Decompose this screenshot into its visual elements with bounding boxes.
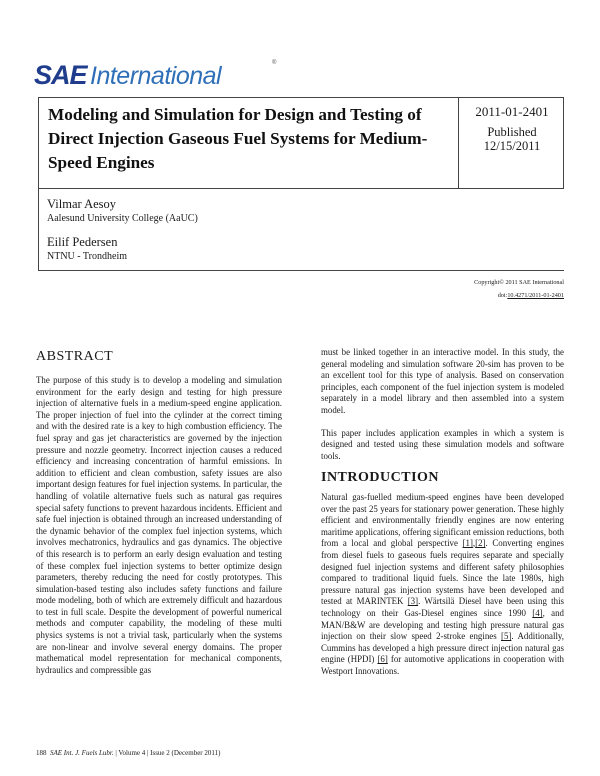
paper-title: Modeling and Simulation for Design and Testing of Direct Injection Gaseous Fuel Systems for Medium-Speed Engines bbox=[48, 105, 428, 172]
right-column-top bbox=[321, 347, 564, 462]
copyright-notice: Copyright© 2011 SAE International bbox=[474, 279, 564, 286]
intro-text: , and MAN/B&W are developing and testing high pressure natural gas injection on their slow speed 2-stroke engines bbox=[321, 607, 564, 642]
published-date: 12/15/2011 bbox=[483, 139, 541, 153]
citation-link[interactable]: [1] bbox=[462, 538, 473, 549]
intro-text: . Wärtsilä Diesel have been using this technology on their Gas-Diesel engines since 1990 bbox=[321, 596, 564, 618]
citation-link[interactable]: [2] bbox=[475, 538, 486, 549]
page-footer bbox=[36, 749, 220, 757]
intro-text: . Converting engines from diesel fuels to gaseous fuels requires separate and specially designed fuel injection systems and different safety philosophies compared to traditional liquid fuels. Since the late 1980s, high pressure natural gas injection systems have been developed and tested at MARINTEK bbox=[321, 538, 564, 607]
introduction-paragraph bbox=[321, 492, 564, 678]
doi-prefix: doi: bbox=[497, 292, 508, 299]
abstract-heading: ABSTRACT bbox=[36, 349, 114, 364]
logo-trademark: ® bbox=[272, 60, 277, 66]
doi-link[interactable]: 10.4271/2011-01-2401 bbox=[507, 292, 564, 299]
citation-link[interactable]: [5] bbox=[501, 631, 512, 642]
volume-issue: | Volume 4 | Issue 2 (December 2011) bbox=[115, 749, 221, 757]
author-affiliation: Aalesund University College (AaUC) bbox=[47, 213, 198, 224]
intro-text: . Additionally, Cummins has developed a high pressure direct injection natural gas engine (HPDI) bbox=[321, 631, 565, 665]
author-name: Eilif Pedersen bbox=[47, 235, 118, 249]
title-box-divider bbox=[458, 97, 459, 189]
doi-line bbox=[498, 292, 564, 299]
published-label: Published bbox=[487, 125, 537, 139]
citation-link[interactable]: [3] bbox=[407, 596, 419, 607]
intro-text: for automotive applications in cooperation with Westport Innovations. bbox=[321, 654, 564, 676]
introduction-heading: INTRODUCTION bbox=[321, 470, 440, 485]
introduction-body bbox=[321, 492, 564, 678]
abstract-text: The purpose of this study is to develop a modeling and simulation environment for the early design and testing for high pressure injection of alternative fuels in a medium-speed engine application. The proper injection of fuel into the cylinder at the correct timing and with the desired rate is a key to high combustion efficiency. The fuel spray and gas jet characteristics are governed by the injection pressure and nozzle geometry. Incorrect injection causes a reduced efficiency and increasing concentration of harmful emissions. In addition to efficient and clean combustion, safety issues are also important design features for fuel injection systems. In particular, the handling of volatile alternative fuels such as natural gas requires special safety functions to prevent hazardous incidents. Efficient and safe fuel injection is obtained through an increased understanding of the dynamic behavior of the complex fuel injection systems, which involves mechatronics, hydraulics and gas dynamics. The objective of this research is to perform an early design evaluation and testing of these complex fuel injection systems to better optimize design parameters, thereby reducing the need for costly prototypes. This simulation-based testing also includes safety functions and failure mode modeling, both of which are extremely difficult and hazardous to test in full scale. Despite the development of powerful numerical methods and computer capability, the modeling of these multi physics systems is not a trivial task, particularly when the systems are non-linear and involve several energy domains. The proper mathematical model representation for mechanical components, hydraulics and compressible gas bbox=[36, 375, 282, 675]
logo-sae: SAE bbox=[34, 60, 87, 90]
intro-text: , bbox=[472, 538, 476, 549]
journal-name: SAE Int. J. Fuels Lubr. bbox=[50, 749, 114, 757]
intro-text: Natural gas-fuelled medium-speed engines have been developed over the past 25 years for stationary power generation. These highly efficient and environmentally friendly engines are now entering maritime applications, offering significant emission reductions, both from a local and global perspective bbox=[321, 492, 564, 549]
page-number: 188 bbox=[36, 749, 47, 757]
body-paragraph: This paper includes application examples in which a system is designed and tested using these simulation models and software tools. bbox=[321, 427, 564, 461]
paper-number: 2011-01-2401 bbox=[475, 104, 549, 119]
logo-international: International bbox=[90, 62, 222, 90]
abstract-body bbox=[36, 375, 282, 676]
body-paragraph: must be linked together in an interactive model. In this study, the general modeling and simulation software 20-sim has proven to be an excellent tool for this type of analysis. Based on conservation principles, each component of the fuel injection system is modeled separately in a model library and then assembled into a system model. bbox=[321, 347, 564, 415]
citation-link[interactable]: [6] bbox=[377, 654, 388, 665]
citation-link[interactable]: [4] bbox=[532, 607, 543, 618]
sae-international-logo bbox=[34, 60, 277, 96]
author-affiliation: NTNU - Trondheim bbox=[47, 251, 128, 262]
author-name: Vilmar Aesoy bbox=[47, 197, 117, 211]
publication-info bbox=[462, 125, 562, 153]
